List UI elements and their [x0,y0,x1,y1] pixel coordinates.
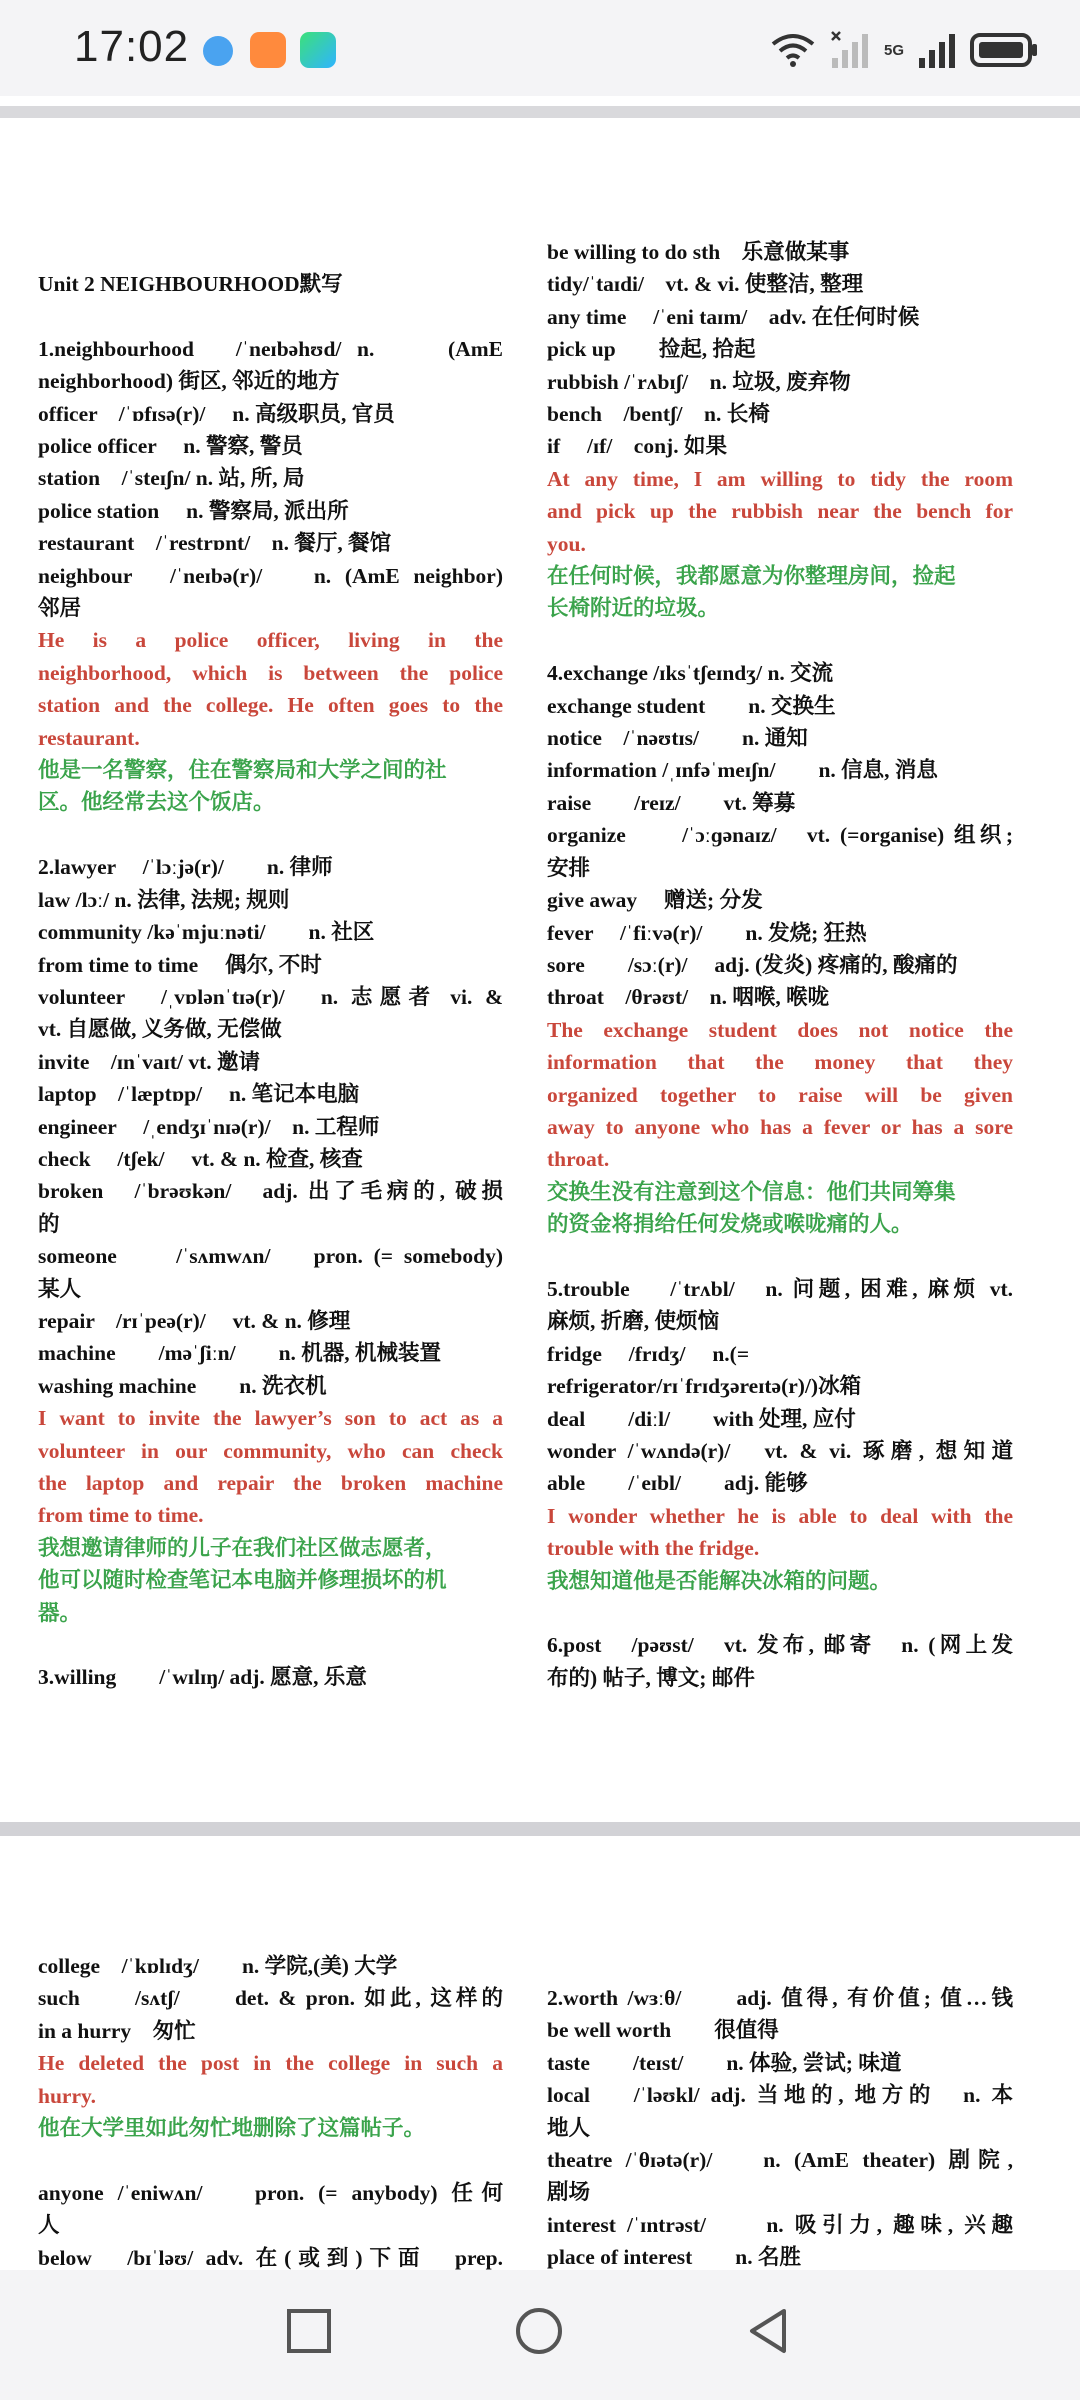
vocab-line: 安排 [547,855,591,880]
vocab-line: tidy/ˈtaɪdi/ vt. & vi. 使整洁, 整理 [547,272,864,297]
vocab-line: local /ˈləʊkl/ adj. 当地的, 地方的 n. 本 [547,2083,1013,2108]
example-translation: 在任何时候，我都愿意为你整理房间，捡起 [547,564,956,589]
example-sentence: station and the college. He often goes to the [38,693,503,718]
vocab-line: sore /sɔː(r)/ adj. (发炎) 疼痛的, 酸痛的 [547,952,958,977]
page-divider [0,1822,1080,1836]
example-translation: 交换生没有注意到这个信息：他们共同筹集 [547,1179,956,1204]
example-translation: 他是一名警察，住在警察局和大学之间的社 [38,758,447,783]
battery-icon [970,32,1040,68]
vocab-line: 麻烦, 折磨, 使烦恼 [547,1309,720,1334]
vocab-line: 2.worth /wɜːθ/ adj. 值得, 有价值; 值…钱 [547,1986,1013,2010]
vocab-line: restaurant /ˈrestrɒnt/ n. 餐厅, 餐馆 [38,531,392,556]
example-translation: 我想知道他是否能解决冰箱的问题。 [547,1568,892,1593]
vocab-line: community /kəˈmjuːnəti/ n. 社区 [38,920,375,945]
vocab-line: rubbish /ˈrʌbɪʃ/ n. 垃圾, 废弃物 [547,369,851,394]
vocab-line: be willing to do sth 乐意做某事 [547,240,850,264]
vocab-line: 2.lawyer /ˈlɔːjə(r)/ n. 律师 [38,855,333,880]
signal-weak-icon [830,30,870,70]
example-translation: 的资金将捐给任何发烧或喉咙痛的人。 [547,1212,913,1237]
vocab-line: law /lɔː/ n. 法律, 法规; 规则 [38,887,290,912]
vocab-line: if /ɪf/ conj. 如果 [547,434,727,459]
page2-right-column [547,1982,1013,2306]
example-sentence: hurry. [38,2083,96,2108]
vocab-line: fridge /frɪdʒ/ n.(= [547,1341,750,1366]
vocab-line: exchange student n. 交换生 [547,693,836,718]
vocab-line: organize /ˈɔːɡənaɪz/ vt. (=organise) 组织; [547,823,1013,848]
vocab-line: police station n. 警察局, 派出所 [38,498,349,523]
vocab-line: raise /reɪz/ vt. 筹募 [547,790,796,815]
app-notification-icon-blue [203,36,233,66]
vocab-line: bench /bentʃ/ n. 长椅 [547,402,770,427]
example-translation: 我想邀请律师的儿子在我们社区做志愿者， [38,1535,447,1560]
example-translation: 器。 [38,1600,82,1625]
vocab-line: college /ˈkɒlɪdʒ/ n. 学院,(美) 大学 [38,1954,398,1978]
app-notification-icon-iqiyi [300,32,336,68]
vocab-line: in a hurry 匆忙 [38,2018,196,2043]
blank-line [38,2144,503,2176]
example-sentence: I wonder whether he is able to deal with the [547,1503,1013,1528]
vocab-line: invite /ɪnˈvaɪt/ vt. 邀请 [38,1049,260,1074]
vocab-line: neighbour /ˈneɪbə(r)/ n. (AmE neighbor) [38,563,503,588]
example-sentence: information that the money that they [547,1050,1013,1075]
example-sentence: throat. [547,1147,610,1172]
back-button[interactable] [744,2306,794,2356]
example-sentence: from time to time. [38,1503,204,1528]
vocab-line: neighborhood) 街区, 邻近的地方 [38,369,340,394]
vocab-line: 地人 [547,2115,591,2140]
vocab-line: information /ˌɪnfəˈmeɪʃn/ n. 信息, 消息 [547,758,938,783]
recent-apps-button[interactable] [284,2306,334,2356]
example-sentence: trouble with the fridge. [547,1536,760,1561]
vocab-line: washing machine n. 洗衣机 [38,1373,327,1398]
vocab-line: broken /ˈbrəʊkən/ adj. 出了毛病的, 破损 [38,1179,503,1204]
vocab-line: wonder /ˈwʌndə(r)/ vt. & vi. 琢磨, 想知道 [547,1439,1013,1463]
example-sentence: away to anyone who has a fever or has a sore [547,1114,1013,1139]
vocab-line: machine /məˈʃiːn/ n. 机器, 机械装置 [38,1341,442,1366]
vocab-line: such /sʌtʃ/ det. & pron. 如此, 这样的 [38,1986,503,2011]
vocab-line: volunteer /ˌvɒlənˈtɪə(r)/ n. 志愿者 vi. & [38,984,503,1009]
vocab-line: give away 赠送; 分发 [547,888,763,913]
vocab-line: theatre /ˈθɪətə(r)/ n. (AmE theater) 剧院, [547,2148,1013,2173]
example-sentence: He is a police officer, living in the [38,628,503,653]
example-sentence: He deleted the post in the college in such a [38,2051,503,2076]
vocab-line: from time to time 偶尔, 不时 [38,952,322,977]
signal-5g-indicator [884,43,904,58]
vocab-line: throat /θrəʊt/ n. 咽喉, 喉咙 [547,985,830,1010]
vocab-line: vt. 自愿做, 义务做, 无偿做 [38,1017,282,1042]
vocab-line: refrigerator/rɪˈfrɪdʒəreɪtə(r)/)冰箱 [547,1374,862,1399]
example-translation: 长椅附近的垃圾。 [547,596,720,621]
example-sentence: and pick up the rubbish near the bench for [547,499,1013,524]
status-time: 17:02 [74,22,190,71]
vocab-line: 4.exchange /ɪksˈtʃeɪndʒ/ n. 交流 [547,661,834,686]
vocab-line: 某人 [38,1276,82,1301]
vocab-line: station /ˈsteɪʃn/ n. 站, 所, 局 [38,466,305,491]
document-page-1 [0,118,1080,1822]
top-separator [0,106,1080,118]
vocab-line: anyone /ˈeniwʌn/ pron. (= anybody) 任何 [38,2180,503,2205]
example-sentence: organized together to raise will be given [547,1082,1013,1107]
network-type-label: 5G [883,41,904,59]
document-page-2 [0,1836,1080,2270]
vocab-line: check /tʃek/ vt. & n. 检查, 核查 [38,1146,363,1171]
status-bar [0,0,1080,96]
vocab-line: repair /rɪˈpeə(r)/ vt. & n. 修理 [38,1308,351,1333]
example-translation: 区。他经常去这个饭店。 [38,790,275,815]
signal-strong-icon [918,30,956,70]
blank-line [38,300,503,332]
vocab-line: engineer /ˌendʒɪˈnɪə(r)/ n. 工程师 [38,1114,380,1139]
example-sentence: I want to invite the lawyer’s son to act as a [38,1406,503,1431]
vocab-line: 1.neighbourhood /ˈneɪbəhʊd/ n. (AmE [38,336,503,361]
page1-right-column [547,236,1013,1694]
example-sentence: the laptop and repair the broken machine [38,1471,503,1495]
vocab-line: be well worth 很值得 [547,2018,779,2043]
vocab-line: any time /ˈeni taɪm/ adv. 在任何时候 [547,304,920,329]
vocab-line: 邻居 [38,596,82,621]
vocab-line: someone /ˈsʌmwʌn/ pron. (= somebody) [38,1244,503,1269]
unit-title: Unit 2 NEIGHBOURHOOD默写 [38,272,343,296]
example-sentence: you. [547,531,586,556]
vocab-line: deal /diːl/ with 处理, 应付 [547,1406,856,1431]
vocab-line: 人 [38,2213,60,2238]
blank-line [547,1597,1013,1629]
home-button[interactable] [514,2306,564,2356]
vocab-line: 3.willing /ˈwɪlɪŋ/ adj. 愿意, 乐意 [38,1665,367,1690]
vocab-line: interest /ˈɪntrəst/ n. 吸引力, 趣味, 兴趣 [547,2212,1013,2237]
example-sentence: The exchange student does not notice the [547,1017,1013,1042]
status-icons [770,28,1040,72]
example-sentence: restaurant. [38,725,140,750]
vocab-line: pick up 捡起, 拾起 [547,337,756,362]
example-translation: 他在大学里如此匆忙地删除了这篇帖子。 [38,2116,426,2141]
navigation-bar [0,2270,1080,2400]
example-sentence: volunteer in our community, who can check [38,1438,503,1463]
blank-line [547,625,1013,657]
blank-line [38,819,503,851]
vocab-line: police officer n. 警察, 警员 [38,434,303,459]
example-translation: 他可以随时检查笔记本电脑并修理损坏的机 [38,1568,447,1593]
example-sentence: neighborhood, which is between the police [38,660,503,685]
app-notification-icon-video [250,32,286,68]
wifi-icon [770,32,816,68]
vocab-line: notice /ˈnəʊtɪs/ n. 通知 [547,726,808,751]
vocab-line: 6.post /pəʊst/ vt. 发布, 邮寄 n. (网上发 [547,1633,1013,1658]
blank-line [547,1241,1013,1273]
blank-line [38,1629,503,1661]
vocab-line: fever /ˈfiːvə(r)/ n. 发烧; 狂热 [547,920,867,945]
vocab-line: 剧场 [547,2180,591,2205]
vocab-line: taste /teɪst/ n. 体验, 尝试; 味道 [547,2050,902,2075]
page2-left-column [38,1950,503,2306]
vocab-line: officer /ˈɒfɪsə(r)/ n. 高级职员, 官员 [38,401,395,426]
vocab-line: 5.trouble /ˈtrʌbl/ n. 问题, 困难, 麻烦 vt. [547,1276,1013,1301]
page1-left-column [38,268,503,1694]
example-sentence: At any time, I am willing to tidy the room [547,466,1013,491]
vocab-line: laptop /ˈlæptɒp/ n. 笔记本电脑 [38,1082,360,1107]
vocab-line: below /bɪˈləʊ/ adv. 在(或到)下面 prep. [38,2245,503,2270]
vocab-line: 布的) 帖子, 博文; 邮件 [547,1665,755,1690]
vocab-line: able /ˈeɪbl/ adj. 能够 [547,1471,808,1496]
vocab-line: place of interest n. 名胜 [547,2245,801,2270]
vocab-line: 的 [38,1211,60,1236]
